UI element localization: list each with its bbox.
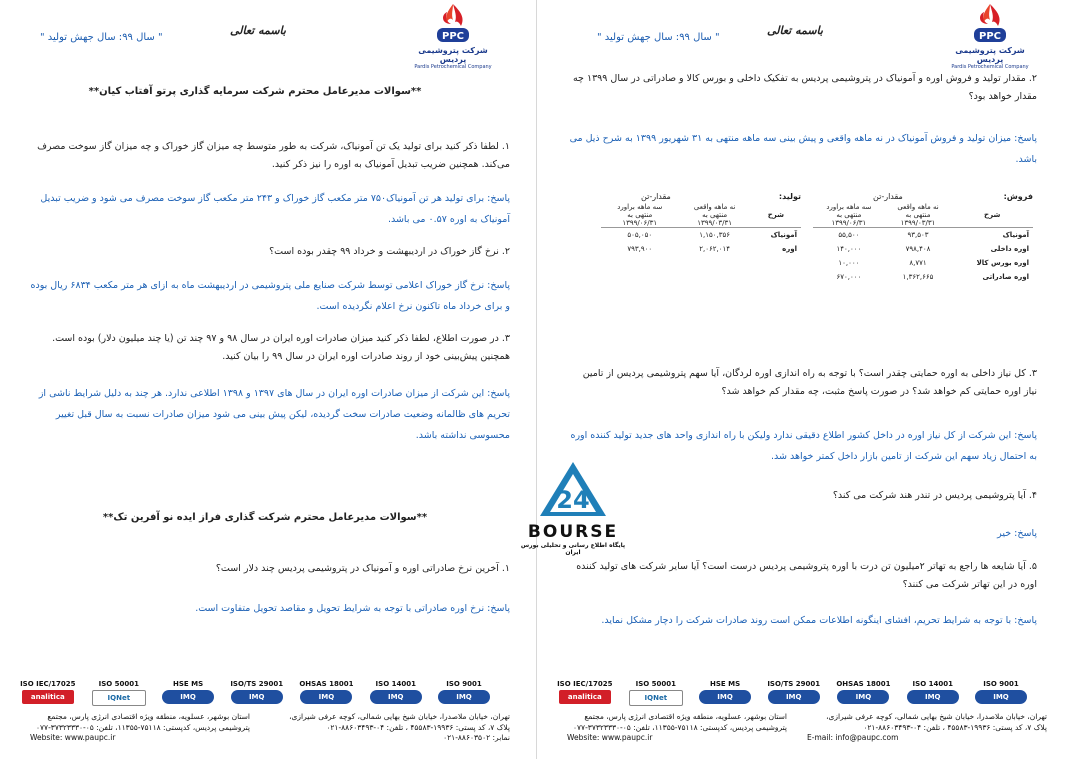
sales-table-title: فروش:	[1003, 192, 1033, 201]
question-3: ۳. در صورت اطلاع، لطفا ذکر کنید میزان صادرات اوره ایران در سال ۹۸ و ۹۷ چند تن (یا چند میلیون دلار) بوده است. همچنین پیش‌بینی خود از روند صادرات اوره ایران در سال ۹۹ را بیان کنید.	[52, 333, 510, 362]
sales-table	[813, 203, 1033, 284]
footer-website[interactable]: Website: www.paupc.ir	[30, 733, 116, 742]
company-logo	[945, 2, 1035, 70]
company-logo	[408, 2, 498, 70]
table-row: اوره صادراتی ۱,۳۶۲,۶۶۵ ۶۷۰,۰۰۰	[836, 273, 1029, 281]
question-2: ۲. نرخ گاز خوراک در اردیبهشت و خرداد ۹۹ چقدر بوده است؟	[269, 246, 510, 257]
cert-iso-iec-17025: ISO IEC/17025 analitica	[20, 680, 75, 710]
section-heading-2: **سوالات مدیرعامل محترم شرکت گذاری فراز ایده نو آفرین تک**	[102, 512, 428, 523]
ppc-flame-icon	[433, 2, 473, 46]
production-table-block	[601, 192, 801, 256]
certifications-row	[20, 680, 490, 710]
cert-ohsas-18001: OHSAS 18001 IMQ	[299, 680, 353, 710]
answer-3: پاسخ: این شرکت از کل نیاز اوره در داخل کشور اطلاع دقیقی ندارد ولیکن با راه اندازی واحد های جدید تولید کننده اوره به احتمال زیاد سهم این شرکت از تامین بازار داخل کمتر خواهد شد.	[570, 430, 1037, 462]
cert-hse-ms: HSE MS IMQ	[162, 680, 214, 710]
table-row: آمونیاک ۱,۱۵۰,۳۵۶ ۵۰۵,۰۵۰	[627, 231, 797, 239]
bourse24-watermark	[518, 460, 628, 556]
footer-site: استان بوشهر، عسلویه، منطقه ویژه اقتصادی انرژی پارس، مجتمع پتروشیمی پردیس، کدپستی: ۷۵۱۱۸-۱۱۳۵۵، تلفن: ۰۵-۳۷۳۲۳۳۳۰-۰۷۷ Website: www.paupc.ir	[567, 712, 787, 742]
sales-table-unit: مقدار-تن	[873, 192, 903, 201]
table-row: آمونیاک ۹۳,۵۰۳ ۵۵,۵۰۰	[838, 231, 1029, 239]
company-name-en: Pardis Petrochemical Company	[414, 64, 492, 70]
watermark-tagline: پایگاه اطلاع رسانی و تحلیلی بورس ایران	[520, 542, 626, 556]
footer-address: تهران، خیابان ملاصدرا، خیابان شیخ بهایی شمالی، کوچه عرفی شیرازی، پلاک ۷، کد پستی: ۱۹۹۳۶-۴۵۵۸۳ ، تلفن: ۰۴-۸۸۶۰۳۴۹۳-۰۲۱ نمابر: ۸۸۶۰۳۵۰۲-۰۲۱	[289, 712, 510, 742]
bismillah-text: باسمه تعالی	[230, 24, 286, 37]
page-right	[536, 0, 1071, 759]
cert-iso-9001: ISO 9001 IMQ	[438, 680, 490, 710]
footer-website[interactable]: Website: www.paupc.ir	[567, 733, 653, 742]
year-slogan: " سال ۹۹: سال جهش تولید "	[597, 32, 720, 43]
answer-2: پاسخ: میزان تولید و فروش آمونیاک در نه ماهه واقعی و پیش بینی سه ماهه منتهی به ۳۱ شهریور ۱۳۹۹ به شرح ذیل می باشد.	[569, 133, 1037, 165]
cert-iso-iec-17025: ISO IEC/17025 analitica	[557, 680, 612, 710]
svg-text:PPC: PPC	[979, 31, 1001, 42]
cert-iso-ts-29001: ISO/TS 29001 IMQ	[767, 680, 820, 710]
cert-hse-ms: HSE MS IMQ	[699, 680, 751, 710]
cert-iso-50001: ISO 50001 IQNet	[629, 680, 683, 710]
year-slogan: " سال ۹۹: سال جهش تولید "	[40, 32, 163, 43]
question-4: ۱. آخرین نرخ صادراتی اوره و آمونیاک در پتروشیمی پردیس چند دلار است؟	[215, 563, 510, 574]
page-left	[0, 0, 535, 759]
answer-5: پاسخ: با توجه به شرایط تحریم، افشای اینگونه اطلاعات ممکن است روند صادرات شرکت را دچار مشکل نماید.	[601, 615, 1037, 626]
question-5: ۵. آیا شایعه ها راجع به تهاتر ۲میلیون تن درت با اوره پتروشیمی پردیس درست است؟ آیا سایر شرکت های تولید کننده اوره در این تهاتر شرکت می کنند؟	[576, 561, 1037, 590]
question-4: ۴. آیا پتروشیمی پردیس در تندر هند شرکت می کند؟	[832, 490, 1037, 501]
table-header: شرح نه ماهه واقعی منتهی به ۱۳۹۹/۰۳/۳۱ سه ماهه براورد منتهی به ۱۳۹۹/۰۶/۳۱	[813, 203, 1033, 228]
svg-text:24: 24	[556, 486, 590, 514]
production-table	[601, 203, 801, 256]
company-name-en: Pardis Petrochemical Company	[951, 64, 1029, 70]
footer-address: تهران، خیابان ملاصدرا، خیابان شیخ بهایی شمالی، کوچه عرفی شیرازی، پلاک ۷، کد پستی: ۱۹۹۳۶-۴۵۵۸۳ ، تلفن: ۰۴-۸۸۶۰۳۴۹۳-۰۲۱ E-mail: info@paupc.com	[807, 712, 1047, 742]
bourse24-logo-icon	[538, 460, 608, 518]
sales-table-block	[813, 192, 1033, 284]
table-row: اوره داخلی ۷۹۸,۴۰۸ ۱۴۰,۰۰۰	[836, 245, 1029, 253]
bismillah-text: باسمه تعالی	[767, 24, 823, 37]
company-name-fa: شرکت پتروشیمی پردیس	[955, 46, 1025, 64]
watermark-brand: BOURSE	[527, 522, 619, 542]
table-row: اوره بورس کالا ۸,۷۷۱ ۱۰,۰۰۰	[838, 259, 1029, 267]
cert-iso-9001: ISO 9001 IMQ	[975, 680, 1027, 710]
answer-3: پاسخ: این شرکت از میزان صادرات اوره ایران در سال های ۱۳۹۷ و ۱۳۹۸ اطلاعی ندارد. هر چند به دلیل شرایط ناشی از تحریم های ظالمانه وضعیت صادرات سخت گردیده، لیکن پیش بینی می شود میزان صادرات نسبت به سال قبل تغییر محسوسی نداشته باشد.	[38, 388, 510, 441]
certifications-row	[557, 680, 1027, 710]
cert-iso-50001: ISO 50001 IQNet	[92, 680, 146, 710]
svg-text:PPC: PPC	[442, 31, 464, 42]
production-table-unit: مقدار-تن	[641, 192, 671, 201]
answer-4: پاسخ: نرخ اوره صادراتی با توجه به شرایط تحویل و مقاصد تحویل متفاوت است.	[195, 603, 510, 614]
answer-4: پاسخ: خیر	[997, 528, 1037, 539]
answer-2: پاسخ: نرخ گاز خوراک اعلامی توسط شرکت صنایع ملی پتروشیمی در اردیبهشت ماه به ازای هر متر مکعب ۶۸۳۴ ریال بوده و برای خرداد ماه تاکنون نرخ اعلام نگردیده است.	[30, 280, 510, 312]
table-header: شرح نه ماهه واقعی منتهی به ۱۳۹۹/۰۳/۳۱ سه ماهه براورد منتهی به ۱۳۹۹/۰۶/۳۱	[601, 203, 801, 228]
production-table-title: تولید:	[778, 192, 801, 201]
question-1: ۱. لطفا ذکر کنید برای تولید یک تن آمونیاک، شرکت به طور متوسط چه میزان گاز خوراک و چه میزان گاز سوخت مصرف می‌کند. همچنین ضریب تبدیل آمونیاک به اوره را نیز ذکر کنید.	[37, 141, 510, 170]
question-2: ۲. مقدار تولید و فروش اوره و آمونیاک در پتروشیمی پردیس به تفکیک داخلی و بورس کالا و صادراتی در سال ۱۳۹۹ چه مقدار خواهد بود؟	[572, 73, 1037, 102]
cert-iso-14001: ISO 14001 IMQ	[907, 680, 959, 710]
question-3: ۳. کل نیاز داخلی به اوره حمایتی چقدر است؟ با توجه به راه اندازی اوره لردگان، آیا سهم پتروشیمی پردیس از تامین نیاز اوره حمایتی کم خواهد شد؟ در صورت پاسخ مثبت، چه مقدار کم خواهد شد؟	[582, 368, 1037, 397]
section-heading-1: **سوالات مدیرعامل محترم شرکت سرمایه گذاری پرتو آفتاب کیان**	[88, 86, 422, 97]
footer-site: استان بوشهر، عسلویه، منطقه ویژه اقتصادی انرژی پارس، مجتمع پتروشیمی پردیس، کدپستی: ۷۵۱۱۸-۱۱۳۵۵، تلفن: ۰۵-۳۷۳۲۳۳۳۰-۰۷۷ Website: www.paupc.ir	[30, 712, 250, 742]
cert-iso-14001: ISO 14001 IMQ	[370, 680, 422, 710]
answer-1: پاسخ: برای تولید هر تن آمونیاک۷۵۰ متر مکعب گاز خوراک و ۲۴۳ متر مکعب گاز سوخت مصرف می شود و ضریب تبدیل آمونیاک به اوره ۰.۵۷ می باشد.	[40, 193, 510, 225]
company-name-fa: شرکت پتروشیمی پردیس	[418, 46, 488, 64]
footer-email[interactable]: E-mail: info@paupc.com	[807, 733, 899, 742]
ppc-flame-icon	[970, 2, 1010, 46]
cert-iso-ts-29001: ISO/TS 29001 IMQ	[230, 680, 283, 710]
table-row: اوره ۲,۰۶۲,۰۱۴ ۷۹۳,۹۰۰	[627, 245, 797, 253]
cert-ohsas-18001: OHSAS 18001 IMQ	[836, 680, 890, 710]
